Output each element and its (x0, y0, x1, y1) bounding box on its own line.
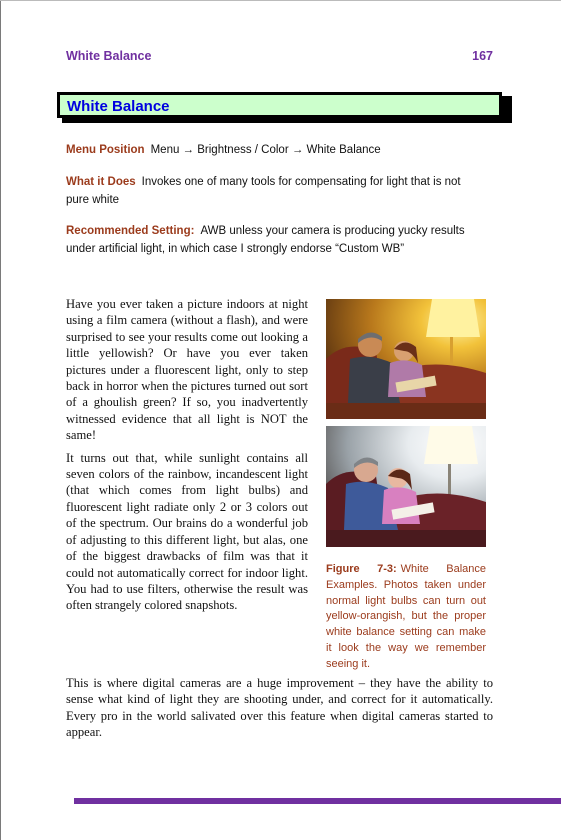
page-left-edge (0, 0, 1, 840)
menu-position-line (66, 141, 486, 159)
what-it-does-label: What it Does (66, 176, 136, 188)
photo-yellow-cast-image (326, 299, 486, 419)
photo-corrected-image (326, 426, 486, 547)
figure-label: Figure 7-3: (326, 563, 397, 575)
figure-caption (326, 562, 486, 673)
photo-corrected (326, 426, 486, 547)
recommended-setting-value: AWB unless your camera is producing yucky results under artificial light, in which case I strongly endorse “Custom WB” (66, 225, 465, 255)
running-header-title: White Balance (66, 49, 152, 63)
photo-yellow-cast (326, 299, 486, 419)
recommended-setting-block (66, 222, 476, 258)
body-paragraph-1: Have you ever taken a picture indoors at night using a film camera (without a flash), and were surprised to see your results come out looking a little yellowish? Or have you ever taken pictures under a fluorescent light, only to step back in horror when the pictures turned out sort of a ghoulish green? If so, you inadvertently witnessed evidence that all light is NOT the same! (66, 297, 308, 443)
what-it-does-value: Invokes one of many tools for compensating for light that is not pure white (66, 176, 461, 206)
footer-rule (74, 798, 561, 804)
section-banner (57, 92, 502, 118)
figure-caption-text: White Balance Examples. Photos taken under normal light bulbs can turn out yellow-orangish, but the proper white balance setting can make it look the way we remember seeing it. (326, 563, 486, 670)
menu-position-label: Menu Position (66, 144, 145, 156)
menu-position-value: Menu → Brightness / Color → White Balance (150, 144, 381, 156)
section-title: White Balance (67, 98, 170, 115)
page-top-edge (0, 0, 561, 1)
recommended-setting-label: Recommended Setting: (66, 225, 195, 237)
body-column (66, 296, 308, 620)
body-paragraph-3: This is where digital cameras are a huge improvement – they have the ability to sense what kind of light they are shooting under, and correct for it automatically. Every pro in the world salivated over this feature when digital cameras started to appear. (66, 676, 493, 740)
page-number: 167 (472, 49, 493, 63)
body-paragraph-2: It turns out that, while sunlight contains all seven colors of the rainbow, incandescent light (that which comes from light bulbs) and fluorescent light radiate only 2 or 3 colors out of the spectrum. Our brains do a wonderful job of adjusting to this different light, but alas, one of the biggest drawbacks of film was that it could not automatically correct for indoor light. You had to use filters, otherwise the result was often strangely colored snapshots. (66, 450, 308, 613)
what-it-does-block (66, 173, 466, 209)
running-header (66, 49, 493, 65)
